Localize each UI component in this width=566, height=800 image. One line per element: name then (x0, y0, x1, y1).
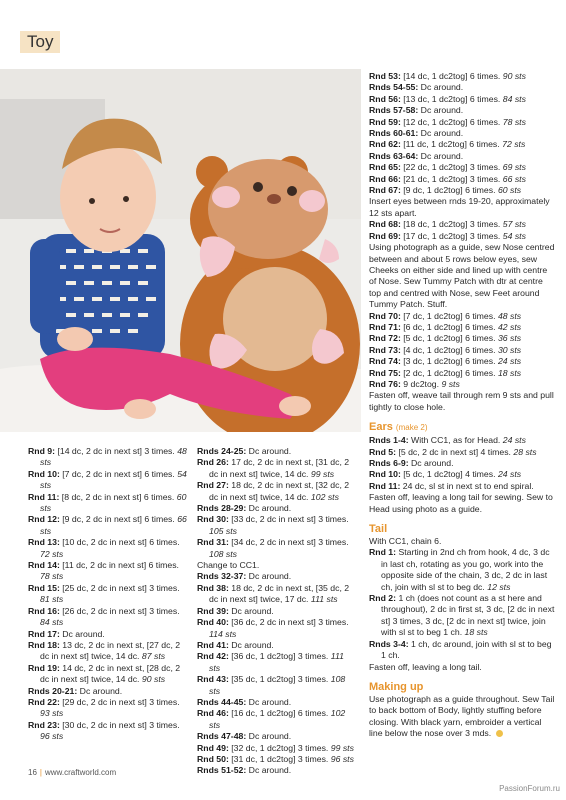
pattern-line: Change to CC1. (197, 560, 260, 571)
pattern-column-1 (28, 446, 188, 743)
footer-divider: | (39, 768, 42, 777)
ears-heading: Ears (make 2) (369, 421, 428, 434)
pattern-line: Insert eyes between rnds 19-20, approximately 12 sts apart. (369, 196, 550, 218)
pattern-line: Rnd 67: [9 dc, 1 dc2tog] 6 times. 60 sts (369, 185, 522, 196)
section-tag: Toy (20, 31, 60, 53)
pattern-line: Rnd 46: [16 dc, 1 dc2tog] 6 times. 102 sts (197, 708, 346, 730)
pattern-line: Rnd 39: Dc around. (197, 605, 274, 616)
pattern-line: Rnd 56: [13 dc, 1 dc2tog] 6 times. 84 sts (369, 93, 526, 104)
pattern-line: Rnd 11: 24 dc, sl st in next st to end spiral. (369, 480, 534, 491)
page-number: 16 (28, 768, 37, 777)
pattern-line: Rnd 62: [11 dc, 1 dc2tog] 6 times. 72 sts (369, 139, 526, 150)
pattern-line: Rnds 54-55: Dc around. (369, 82, 464, 93)
making-up-heading: Making up (369, 680, 424, 693)
pattern-line: Rnds 44-45: Dc around. (197, 696, 292, 707)
pattern-line: Rnd 13: [10 dc, 2 dc in next st] 6 times. 72 sts (28, 537, 180, 559)
pattern-line: Rnds 60-61: Dc around. (369, 128, 464, 139)
pattern-line: Rnd 18: 13 dc, 2 dc in next st, [27 dc, 2 dc in next st] twice, 14 dc. 87 sts (28, 639, 181, 662)
pattern-line: Rnd 69: [17 dc, 1 dc2tog] 3 times. 54 sts (369, 230, 526, 241)
pattern-line: Rnds 28-29: Dc around. (197, 503, 292, 514)
watermark: PassionForum.ru (499, 784, 560, 793)
pattern-line: Fasten off, leaving a long tail. (369, 661, 482, 672)
pattern-line: Rnd 11: [8 dc, 2 dc in next st] 6 times. 60 sts (28, 491, 187, 514)
pattern-line: Rnds 3-4: 1 ch, dc around, join with sl st to beg 1 ch. (369, 638, 552, 661)
pattern-line: Rnd 22: [29 dc, 2 dc in next st] 3 times. 93 sts (28, 696, 180, 719)
pattern-line: Fasten off, leaving a long tail for sewing. Sew to Head using photo as a guide. (369, 492, 553, 514)
pattern-line: Rnd 41: Dc around. (197, 639, 274, 650)
hero-photo (0, 69, 361, 432)
pattern-line: Rnd 70: [7 dc, 1 dc2tog] 6 times. 48 sts (369, 310, 522, 321)
pattern-line: Rnd 72: [5 dc, 1 dc2tog] 6 times. 36 sts (369, 333, 522, 344)
pattern-line: Rnd 43: [35 dc, 1 dc2tog] 3 times. 108 sts (197, 674, 346, 696)
photo-illustration (0, 69, 361, 432)
smiley-icon (496, 730, 503, 737)
tail-heading: Tail (369, 523, 388, 536)
pattern-line: Rnd 10: [7 dc, 2 dc in next st] 6 times. 54 sts (28, 468, 187, 491)
pattern-line: Rnd 73: [4 dc, 1 dc2tog] 6 times. 30 sts (369, 344, 522, 355)
pattern-line: Rnd 40: [36 dc, 2 dc in next st] 3 times. 114 sts (197, 617, 349, 639)
pattern-line: Rnd 12: [9 dc, 2 dc in next st] 6 times. 66 sts (28, 514, 187, 536)
pattern-line: Rnd 66: [21 dc, 1 dc2tog] 3 times. 66 sts (369, 173, 526, 184)
pattern-line: Rnd 14: [11 dc, 2 dc in next st] 6 times. 78 sts (28, 560, 179, 582)
pattern-line: Rnd 27: 18 dc, 2 dc in next st, [32 dc, 2 dc in next st] twice, 14 dc. 102 sts (197, 480, 350, 502)
pattern-line: Rnd 16: [26 dc, 2 dc in next st] 3 times. 84 sts (28, 605, 180, 628)
pattern-line: Rnds 20-21: Dc around. (28, 685, 123, 696)
pattern-line: Rnd 74: [3 dc, 1 dc2tog] 6 times. 24 sts (369, 356, 522, 367)
pattern-line: Rnd 9: [14 dc, 2 dc in next st] 3 times. 48 sts (28, 446, 187, 468)
pattern-line: Rnds 63-64: Dc around. (369, 150, 464, 161)
pattern-line: Rnds 32-37: Dc around. (197, 571, 292, 582)
pattern-line: Rnds 47-48: Dc around. (197, 731, 292, 742)
pattern-line: Rnd 71: [6 dc, 1 dc2tog] 6 times. 42 sts (369, 321, 522, 332)
page-footer (28, 768, 116, 777)
pattern-line: Rnd 49: [32 dc, 1 dc2tog] 3 times. 99 sts (197, 742, 354, 753)
pattern-line: Rnd 75: [2 dc, 1 dc2tog] 6 times. 18 sts (369, 367, 522, 378)
pattern-line: Rnd 68: [18 dc, 1 dc2tog] 3 times. 57 sts (369, 219, 526, 230)
site-url[interactable]: www.craftworld.com (44, 768, 117, 777)
pattern-line: Fasten off, weave tail through rem 9 sts and pull tightly to close hole. (369, 390, 554, 412)
pattern-line: Rnd 50: [31 dc, 1 dc2tog] 3 times. 96 sts (197, 753, 354, 764)
pattern-line: Rnd 65: [22 dc, 1 dc2tog] 3 times. 69 sts (369, 162, 526, 173)
pattern-line: Rnd 5: [5 dc, 2 dc in next st] 4 times. 28 sts (369, 446, 537, 457)
pattern-line: Rnds 57-58: Dc around. (369, 105, 464, 116)
pattern-line: Rnd 59: [12 dc, 1 dc2tog] 6 times. 78 sts (369, 116, 526, 127)
pattern-line: Using photograph as a guide, sew Nose centred between and about 5 rows below eyes, sew Cheeks on either side and lined up with centre of Nose. Sew Tummy Patch with dtr at centre top and centred with Nose, sew Feet around Tummy Patch. Stuff. (369, 242, 555, 310)
pattern-line: With CC1, chain 6. (369, 536, 442, 547)
pattern-line: Rnd 38: 18 dc, 2 dc in next st, [35 dc, 2 dc in next st] twice, 17 dc. 111 sts (197, 582, 350, 605)
pattern-line: Rnds 1-4: With CC1, as for Head. 24 sts (369, 435, 526, 446)
pattern-line: Rnds 51-52: Dc around. (197, 765, 292, 776)
pattern-line: Rnd 17: Dc around. (28, 628, 105, 639)
pattern-line: Rnds 6-9: Dc around. (369, 458, 454, 468)
pattern-line: Rnd 26: 17 dc, 2 dc in next st, [31 dc, 2 dc in next st] twice, 14 dc. 99 sts (197, 457, 350, 479)
pattern-line: Rnd 30: [33 dc, 2 dc in next st] 3 times. 105 sts (197, 514, 349, 536)
pattern-line: Rnds 24-25: Dc around. (197, 446, 292, 456)
pattern-line: Rnd 53: [14 dc, 1 dc2tog] 6 times. 90 sts (369, 71, 526, 81)
pattern-line: Rnd 1: Starting in 2nd ch from hook, 4 dc, 3 dc in last ch, rotating as you go, work into the opposite side of the chain, 3 dc, 2 dc in last ch, join with sl st to beg dc. 12 sts (369, 547, 550, 592)
pattern-line: Rnd 42: [36 dc, 1 dc2tog] 3 times. 111 sts (197, 651, 344, 673)
pattern-column-2 (197, 446, 357, 777)
making-up-text: Use photograph as a guide throughout. Sew Tail to back bottom of Body, lightly stuffing before closing. With black yarn, embroider a vertical line below the nose over 3 mds. (369, 693, 555, 739)
pattern-line: Rnd 10: [5 dc, 1 dc2tog] 4 times. 24 sts (369, 469, 522, 480)
pattern-line: Rnd 76: 9 dc2tog. 9 sts (369, 378, 460, 389)
pattern-column-3 (369, 71, 555, 740)
pattern-line: Rnd 23: [30 dc, 2 dc in next st] 3 times. 96 sts (28, 719, 180, 742)
pattern-line: Rnd 19: 14 dc, 2 dc in next st, [28 dc, 2 dc in next st] twice, 14 dc. 90 sts (28, 662, 181, 685)
pattern-line: Rnd 31: [34 dc, 2 dc in next st] 3 times. 108 sts (197, 537, 349, 559)
pattern-line: Rnd 2: 1 ch (does not count as a st here and throughout), 2 dc in first st, 3 dc, [2 dc in next st] 3 times, 3 dc, [2 dc in next st] twice, join with sl st to beg 1 ch. 18 sts (369, 593, 555, 638)
pattern-line: Rnd 15: [25 dc, 2 dc in next st] 3 times. 81 sts (28, 582, 180, 605)
